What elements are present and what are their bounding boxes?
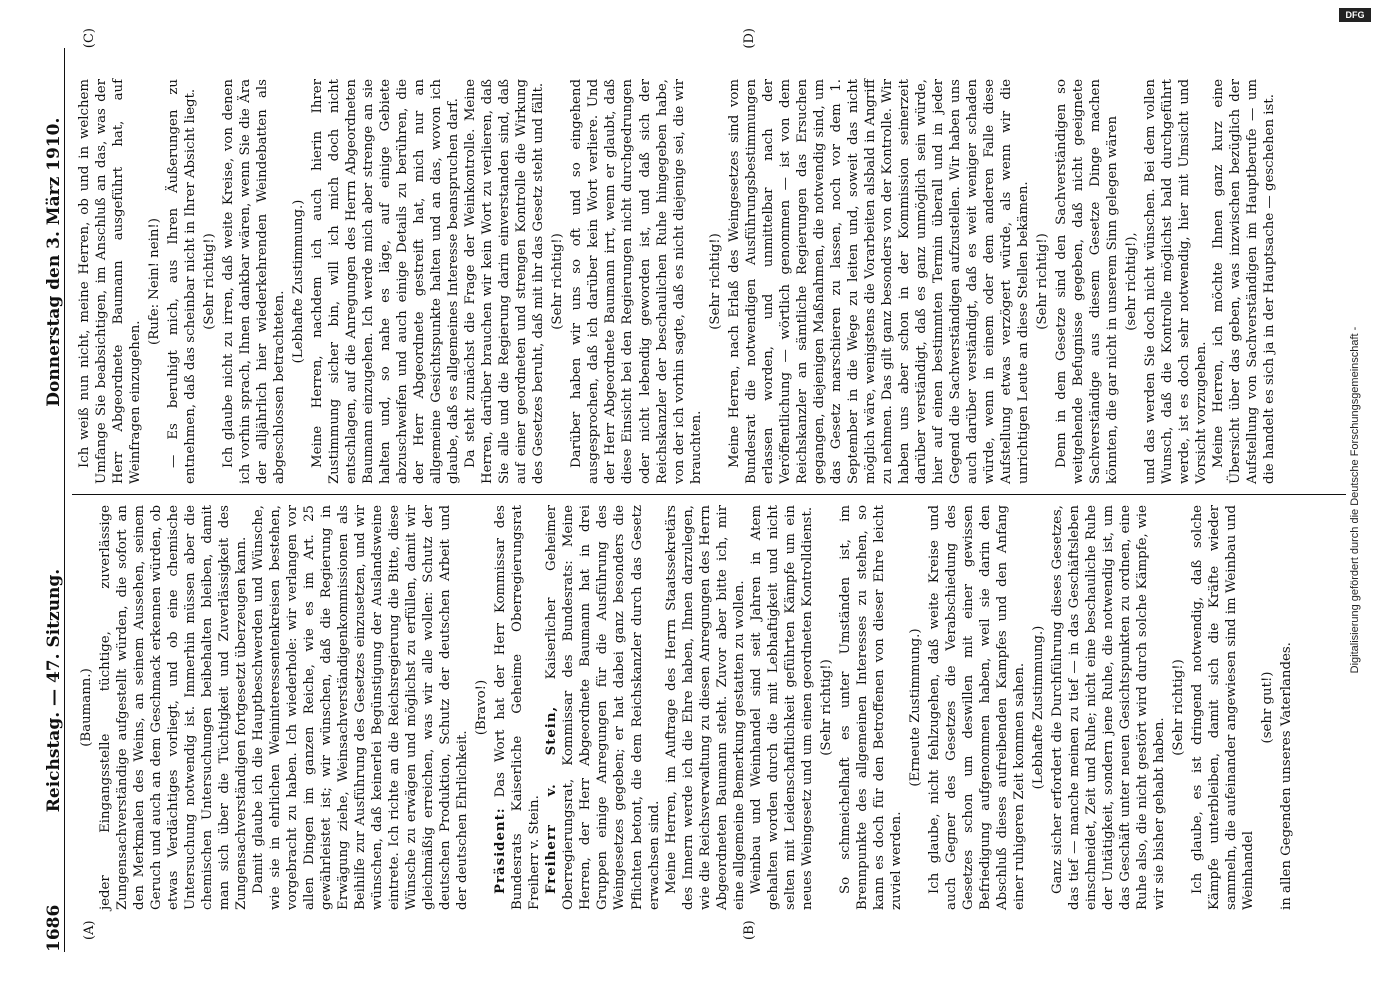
paragraph-text: Denn in dem Gesetze sind den Sachverständigen so weitgehende Befugnisse gegeben, daß nicht geeignete Sachverständige aus diesem Gesetze Dinge machen könnten, die gar nicht in unserem Sinn gelegen wären (1053, 79, 1120, 484)
paragraph-text: — Es beruhigt mich, aus Ihren Äußerungen zu entnehmen, daß das scheinbar nicht in Ihrer Absicht liegt. (165, 79, 198, 484)
paragraph-text: Weinbau und Weinhandel sind seit Jahren in Atem gehalten worden durch die mit Lebhaftigkeit und nicht selten mit Leidenschaftlichkeit geführten Kämpfe um ein neues Weingesetz und um einen geordneten Kontrolldienst. (748, 505, 815, 910)
interjection (1259, 505, 1276, 910)
paragraph-text: in allen Gegenden unseres Vaterlandes. (1278, 642, 1294, 910)
paragraph-text: und das werden Sie doch nicht wünschen. Bei dem vollen Wunsch, daß die Kontrolle möglichst bald durchgeführt werde, ist es doch sehr notwendig, hier mit Umsicht und Vorsicht vorzugehen. (1142, 79, 1209, 484)
paragraph-text: Meine Herren, nachdem ich auch hierin Ihrer Zustimmung sicher bin, will ich mich doch nicht entschlagen, auf die Anregungen des Herrn Abgeordneten Baumann einzugehen. Ich werde mich aber strenge an sie halten und, so nahe es läge, auf einige Gebiete abzuschweifen und auch einige Details zu berühren, die der Herr Abgeordnete gestreift hat, mich nur an allgemeine Gesichtspunkte halten und an das, wovon ich glaube, daß es allgemeines Interesse beanspruchen darf. (309, 79, 461, 484)
paragraph-text: Ich glaube nicht zu irren, daß weite Kreise, von denen ich vorhin sprach, Ihnen dankbar wären, wenn Sie die Ära der alljährlich hier wiederkehrenden Weindebatten als abgeschlossen betrachteten. (220, 79, 287, 484)
paragraph (1189, 505, 1257, 910)
interjection (549, 79, 566, 484)
margin-mark-a: (A) (81, 920, 97, 940)
interjection (817, 505, 834, 910)
paragraph (76, 79, 144, 484)
paragraph (250, 505, 471, 910)
paragraph-text: Ich weiß nun nicht, meine Herren, ob und in welchem Umfange Sie beabsichtigen, im Anschluß an das, was der Herr Abgeordnete Baumann ausgeführt hat, auf Weinfragen einzugehen. (76, 79, 143, 484)
paragraph-text: (sehr gut!) (1259, 671, 1275, 744)
paragraph-text: (Erneute Zustimmung.) (907, 628, 923, 787)
right-column (76, 79, 1278, 484)
paragraph-text: Meine Herren, im Auftrage des Herrn Staatssekretärs des Innern werde ich die Ehre haben, Ihnen darzulegen, wie die Reichsverwaltung zu diesen Anregungen des Herrn Abgeordneten Baumann steht. Zuvor aber bitte ich, mir eine allgemeine Bemerkung gestatten zu wollen. (663, 505, 747, 910)
interjection (290, 79, 307, 484)
paragraph-text: Damit glaube ich die Hauptbeschwerden und Wünsche, wie sie in ehrlichen Weininteressentenkreisen bestehen, vorgebracht zu haben. Ich wiederhole: wir verlangen vor allen Dingen im ganzen Reiche, wie es im Art. 25 gewährleistet ist; wir wünschen, daß die Regierung in Erwägung ziehe, Weinsachverständigenkommissionen als Beihilfe zur Ausführung des Gesetzes einzusetzen, und wir wünschen, daß keinerlei Begünstigung der Auslandsweine eintrete. Ich richte an die Reichsregierung die Bitte, diese Wünsche zu erwägen und möglichst zu erfüllen, damit wir gleichmäßig erreichen, was wir alle wollen: Schutz der deutschen Produktion, Schutz der deutschen Arbeit und der deutschen Ehrlichkeit. (250, 505, 470, 910)
paragraph-text: Meine Herren, nach Erlaß des Weingesetzes sind vom Bundesrat die notwendigen Ausführungsbestimmungen erlassen worden, und unmittelbar nach der Veröffentlichung — wörtlich genommen — ist von dem Reichskanzler an sämtliche Regierungen das Ersuchen gegangen, diejenigen Maßnahmen, die notwendig sind, um das Gesetz marschieren zu lassen, noch vor dem 1. September in die Wege zu leiten und, soweit das nicht möglich wäre, wenigstens die Vorarbeiten alsbald in Angriff zu nehmen. Das gilt ganz besonders von der Kontrolle. Wir haben uns aber schon in der Kommission seinerzeit darüber verständigt, daß es ganz unmöglich sein würde, hier auf einen bestimmten Termin überall und in jeder Gegend die Sachverständigen aufzustellen. Wir haben uns auch darüber verständigt, daß es weit weniger schaden würde, wenn in einem oder dem anderen Falle diese Aufstellung etwas verzögert würde, als wenn wir die unrichtigen Leute an diese Stellen bekämen. (726, 79, 1031, 484)
paragraph-text: Da steht zunächst die Frage der Weinkontrolle. Meine Herren, darüber brauchen wir kein Wort zu verlieren, daß Sie alle und die Regierung darin einverstanden sind, daß auf einer geordneten und strengen Kontrolle die Wirkung des Gesetzes beruht, daß mit ihr das Gesetz steht und fällt. (462, 79, 546, 484)
paragraph (309, 79, 462, 484)
paragraph (1052, 79, 1120, 484)
paragraph-text: Meine Herren, ich möchte Ihnen ganz kurz eine Übersicht über das geben, was inzwischen bezüglich der Aufstellung von Sachverständigen im Hauptberufe — um die handelt es sich ja in der Hauptsache — geschehen ist. (1210, 79, 1277, 484)
header-left-title: Reichstag. — 47. Sitzung. (43, 568, 64, 813)
paragraph-text: Darüber haben wir uns so oft und so eingehend ausgesprochen, daß ich darüber kein Wort verliere. Und der Herr Abgeordnete Baumann irrt, wenn er glaubt, daß diese Einsicht bei den Regierungen nicht durchgedrungen oder nicht lebendig geworden ist, und daß sich der Reichskanzler der beschaulichen Ruhe hingegeben habe, von der ich vorhin sagte, daß es nicht diejenige sei, die wir brauchten. (568, 79, 704, 484)
paragraph (725, 79, 1031, 484)
paragraph-text: (Rufe: Nein! nein!) (146, 218, 162, 345)
interjection (1122, 79, 1139, 484)
paragraph (543, 505, 662, 910)
digitization-credit (1345, 30, 1365, 970)
margin-mark-d: (D) (741, 28, 757, 49)
paragraph-text: So schmeichelhaft es unter Umständen ist, im Brennpunkte des allgemeinen Interesses zu stehen, so kann es doch für den Betroffenen von dieser Ehre leicht zuviel werden. (837, 505, 904, 910)
paragraph-text: (Sehr richtig!) (201, 233, 217, 330)
paragraph (220, 79, 288, 484)
paragraph-text: Ganz sicher erfordert die Durchführung dieses Gesetzes, das tief — manche meinen zu tief — in das Geschäftsleben einschneidet, Zeit und Ruhe; nicht eine beschauliche Ruhe der Untätigkeit, sondern jene Ruhe, die notwendig ist, um das Geschäft unter neuen Gesichtspunkten zu ordnen, eine Ruhe also, die nicht gestört wird durch solche Kämpfe, wie wir sie bisher gehabt haben. (1049, 505, 1167, 910)
paragraph-text: (Sehr richtig!) (1034, 233, 1050, 330)
interjection (706, 79, 723, 484)
interjection (78, 505, 95, 910)
paragraph (1210, 79, 1278, 484)
paragraph-text: Das Wort hat der Herr Kommissar des Bundesrats Kaiserliche Geheime Oberregierungsrat Freiherr v. Stein. (492, 505, 542, 910)
column-divider (72, 494, 1346, 495)
paragraph-text: (Sehr richtig!) (1170, 659, 1186, 756)
paragraph (925, 505, 1027, 910)
paragraph-text: jeder Eingangsstelle tüchtige, zuverlässige Zungensachverständige aufgestellt würden, die sofort an den Merkmalen des Weins, an seinem Aussehen, seinem Geruch und auch an dem Geschmack erkennen würden, ob etwas Verdächtiges vorliegt, und ob eine chemische Untersuchung notwendig ist. Immerhin müssen aber die chemischen Untersuchungen beibehalten bleiben, damit man sich über die Tüchtigkeit und Zuverlässigkeit des Zungensachverständigen fortgesetzt überzeugen kann. (97, 505, 249, 910)
paragraph-text: (Sehr richtig!) (707, 233, 723, 330)
paragraph-text: Ich glaube, nicht fehlzugehen, daß weite Kreise und auch Gegner des Gesetzes die Verabschiedung des Gesetzes schon um deswillen mit einer gewissen Befriedigung aufgenommen haben, weil sie darin den Abschluß dieses aufreibenden Kampfes und den Anfang einer ruhigeren Zeit kommen sahen. (926, 505, 1027, 910)
header-right-title: Donnerstag den 3. März 1910. (43, 117, 64, 407)
paragraph (836, 505, 904, 910)
paragraph-text: (Lebhafte Zustimmung.) (1030, 625, 1046, 790)
paragraph (747, 505, 815, 910)
paragraph (568, 79, 704, 484)
credit-text: Digitalisierung gefördert durch die Deutsche Forschungsgemeinschaft - (1349, 326, 1361, 674)
left-column (76, 505, 1295, 910)
paragraph (492, 505, 543, 910)
paragraph-text: (Sehr richtig!) (818, 659, 834, 756)
document-page (22, 20, 1362, 980)
paragraph-text: (Baumann.) (78, 668, 94, 747)
page-number: 1686 (43, 904, 64, 952)
paragraph (662, 505, 747, 910)
speaker-label: Freiherr v. Stein, (543, 705, 559, 894)
interjection (1033, 79, 1050, 484)
paragraph (1278, 505, 1295, 910)
interjection (146, 79, 163, 484)
interjection (473, 505, 490, 910)
paragraph (462, 79, 547, 484)
interjection (201, 79, 218, 484)
paragraph-text: Kaiserlicher Geheimer Oberregierungsrat, Kommissar des Bundesrats: Meine Herren, der Herr Abgeordnete Baumann hat in drei Gruppen einige Anregungen für die Ausführung des Weingesetzes gegeben; er hat dabei ganz besonders die Pflichten betont, die dem Reichskanzler durch das Gesetz erwachsen sind. (543, 505, 662, 910)
paragraph-text: Ich glaube, es ist dringend notwendig, daß solche Kämpfe unterbleiben, damit sich die Kräfte wieder sammeln, die aufeinander angewiesen sind im Weinbau und Weinhandel (1189, 505, 1256, 910)
paragraph (1141, 79, 1209, 484)
speaker-label: Präsident: (492, 807, 508, 894)
page-header (36, 48, 65, 952)
dfg-logo: DFG (1339, 8, 1371, 22)
paragraph-text: (Bravo!) (473, 679, 489, 736)
paragraph (165, 79, 199, 484)
paragraph (97, 505, 250, 910)
interjection (1169, 505, 1186, 910)
paragraph (1048, 505, 1167, 910)
paragraph-text: (sehr richtig!), (1123, 232, 1139, 331)
paragraph-text: (Sehr richtig!) (549, 233, 565, 330)
interjection (1029, 505, 1046, 910)
margin-mark-b: (B) (741, 920, 757, 940)
margin-mark-c: (C) (81, 28, 97, 49)
paragraph-text: (Lebhafte Zustimmung.) (290, 199, 306, 364)
interjection (906, 505, 923, 910)
